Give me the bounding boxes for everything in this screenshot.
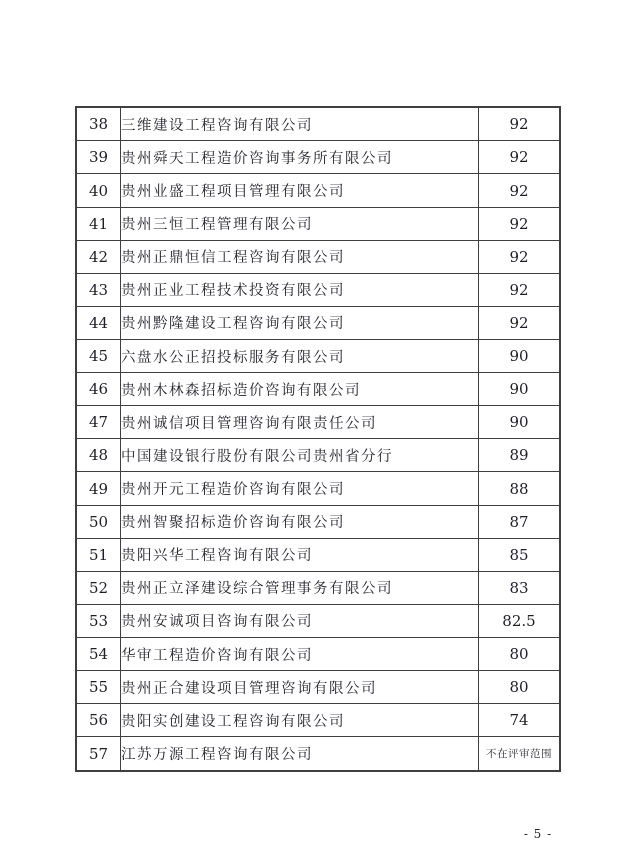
table-row bbox=[76, 174, 560, 207]
row-number-cell: 45 bbox=[76, 340, 121, 373]
table-row bbox=[76, 604, 560, 637]
table-row bbox=[76, 107, 560, 141]
table-row bbox=[76, 406, 560, 439]
row-number-cell: 39 bbox=[76, 141, 121, 174]
score-cell: 90 bbox=[479, 406, 561, 439]
row-number-cell: 57 bbox=[76, 737, 121, 771]
score-cell: 不在评审范围 bbox=[479, 737, 561, 771]
page-number: - 5 - bbox=[523, 827, 553, 841]
row-number-cell: 38 bbox=[76, 107, 121, 141]
company-name-cell: 江苏万源工程咨询有限公司 bbox=[121, 737, 479, 771]
company-name-cell: 贵州智聚招标造价咨询有限公司 bbox=[121, 505, 479, 538]
score-cell: 74 bbox=[479, 704, 561, 737]
company-name-cell: 贵阳实创建设工程咨询有限公司 bbox=[121, 704, 479, 737]
score-cell: 90 bbox=[479, 373, 561, 406]
row-number-cell: 50 bbox=[76, 505, 121, 538]
company-name-cell: 贵州诚信项目管理咨询有限责任公司 bbox=[121, 406, 479, 439]
row-number-cell: 51 bbox=[76, 538, 121, 571]
table-row bbox=[76, 737, 560, 771]
company-name-cell: 贵州开元工程造价咨询有限公司 bbox=[121, 472, 479, 505]
table-row bbox=[76, 704, 560, 737]
row-number-cell: 56 bbox=[76, 704, 121, 737]
row-number-cell: 44 bbox=[76, 306, 121, 339]
company-name-cell: 华审工程造价咨询有限公司 bbox=[121, 638, 479, 671]
row-number-cell: 46 bbox=[76, 373, 121, 406]
table-row bbox=[76, 472, 560, 505]
score-cell: 92 bbox=[479, 107, 561, 141]
row-number-cell: 52 bbox=[76, 571, 121, 604]
table-row bbox=[76, 571, 560, 604]
score-cell: 92 bbox=[479, 240, 561, 273]
table-row bbox=[76, 207, 560, 240]
table-row bbox=[76, 671, 560, 704]
company-name-cell: 贵州安诚项目咨询有限公司 bbox=[121, 604, 479, 637]
table-row bbox=[76, 240, 560, 273]
company-name-cell: 贵州业盛工程项目管理有限公司 bbox=[121, 174, 479, 207]
score-cell: 85 bbox=[479, 538, 561, 571]
table-row bbox=[76, 340, 560, 373]
score-cell: 87 bbox=[479, 505, 561, 538]
table-row bbox=[76, 538, 560, 571]
row-number-cell: 42 bbox=[76, 240, 121, 273]
company-name-cell: 贵州正业工程技术投资有限公司 bbox=[121, 273, 479, 306]
company-name-cell: 贵州正合建设项目管理咨询有限公司 bbox=[121, 671, 479, 704]
company-name-cell: 中国建设银行股份有限公司贵州省分行 bbox=[121, 439, 479, 472]
company-name-cell: 三维建设工程咨询有限公司 bbox=[121, 107, 479, 141]
table-row bbox=[76, 638, 560, 671]
table-body bbox=[76, 107, 560, 771]
row-number-cell: 40 bbox=[76, 174, 121, 207]
table-row bbox=[76, 306, 560, 339]
company-name-cell: 贵州正立泽建设综合管理事务有限公司 bbox=[121, 571, 479, 604]
company-name-cell: 贵州正鼎恒信工程咨询有限公司 bbox=[121, 240, 479, 273]
table-row bbox=[76, 505, 560, 538]
company-name-cell: 贵州三恒工程管理有限公司 bbox=[121, 207, 479, 240]
score-cell: 92 bbox=[479, 273, 561, 306]
score-cell: 82.5 bbox=[479, 604, 561, 637]
table-row bbox=[76, 141, 560, 174]
row-number-cell: 47 bbox=[76, 406, 121, 439]
score-cell: 80 bbox=[479, 638, 561, 671]
score-cell: 80 bbox=[479, 671, 561, 704]
company-name-cell: 贵州黔隆建设工程咨询有限公司 bbox=[121, 306, 479, 339]
row-number-cell: 53 bbox=[76, 604, 121, 637]
score-cell: 83 bbox=[479, 571, 561, 604]
score-cell: 92 bbox=[479, 306, 561, 339]
row-number-cell: 54 bbox=[76, 638, 121, 671]
score-cell: 92 bbox=[479, 207, 561, 240]
score-table bbox=[75, 106, 561, 772]
row-number-cell: 49 bbox=[76, 472, 121, 505]
row-number-cell: 41 bbox=[76, 207, 121, 240]
score-cell: 89 bbox=[479, 439, 561, 472]
company-name-cell: 贵州舜天工程造价咨询事务所有限公司 bbox=[121, 141, 479, 174]
score-cell: 92 bbox=[479, 174, 561, 207]
company-name-cell: 六盘水公正招投标服务有限公司 bbox=[121, 340, 479, 373]
table-row bbox=[76, 373, 560, 406]
row-number-cell: 55 bbox=[76, 671, 121, 704]
row-number-cell: 48 bbox=[76, 439, 121, 472]
row-number-cell: 43 bbox=[76, 273, 121, 306]
score-cell: 92 bbox=[479, 141, 561, 174]
score-cell: 90 bbox=[479, 340, 561, 373]
score-cell: 88 bbox=[479, 472, 561, 505]
company-name-cell: 贵州木林森招标造价咨询有限公司 bbox=[121, 373, 479, 406]
company-name-cell: 贵阳兴华工程咨询有限公司 bbox=[121, 538, 479, 571]
table-row bbox=[76, 439, 560, 472]
table-row bbox=[76, 273, 560, 306]
